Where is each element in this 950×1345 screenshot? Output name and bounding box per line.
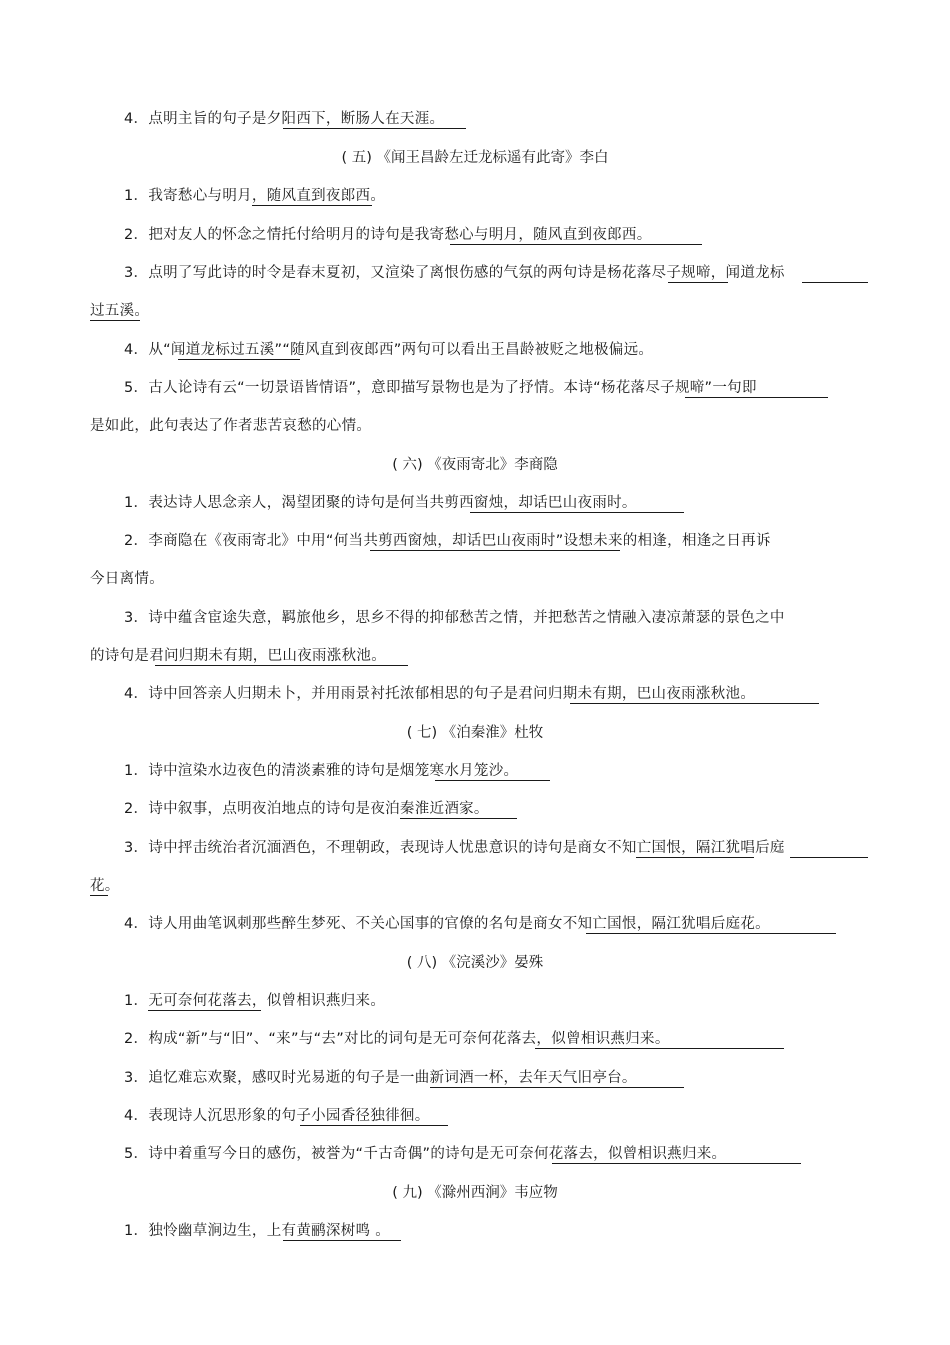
answer-line: 5．古人论诗有云“一切景语皆情语”，意即描写景物也是为了抒情。本诗“杨花落尽子规啼”一句即 <box>124 380 757 396</box>
blank-underline <box>370 550 620 551</box>
answer-line: 3．诗中蕴含宦途失意，羁旅他乡，思乡不得的抑郁愁苦之情，并把愁苦之情融入凄凉萧瑟的景色之中 <box>124 610 785 626</box>
answer-line-continuation: 今日离情。 <box>90 571 164 587</box>
blank-underline <box>552 1163 801 1164</box>
blank-underline <box>790 857 868 858</box>
blank-underline <box>636 857 754 858</box>
answer-line: 3．诗中抨击统治者沉湎酒色，不理朝政，表现诗人忧患意识的诗句是商女不知亡国恨，隔江犹唱后庭 <box>124 840 785 856</box>
blank-underline <box>148 1010 261 1011</box>
blank-underline <box>300 1125 448 1126</box>
blank-underline <box>283 128 466 129</box>
blank-underline <box>178 359 300 360</box>
blank-underline <box>802 282 868 283</box>
answer-line-continuation: 是如此，此句表达了作者悲苦哀愁的心情。 <box>90 418 372 434</box>
answer-line: 4．从“闻道龙标过五溪”“随风直到夜郎西”两句可以看出王昌龄被贬之地极偏远。 <box>124 342 654 358</box>
section-heading: ( 五) 《闻王昌龄左迁龙标遥有此寄》李白 <box>341 150 609 166</box>
answer-line: 3．点明了写此诗的时令是春末夏初，又渲染了离恨伤感的气氛的两句诗是杨花落尽子规啼，闻道龙标 <box>124 265 785 281</box>
answer-line: 4．表现诗人沉思形象的句子小园香径独徘徊。 <box>124 1108 430 1124</box>
blank-underline <box>685 397 828 398</box>
answer-line: 2．把对友人的怀念之情托付给明月的诗句是我寄愁心与明月，随风直到夜郎西。 <box>124 227 652 243</box>
blank-underline <box>535 1048 784 1049</box>
answer-line: 2．诗中叙事，点明夜泊地点的诗句是夜泊秦淮近酒家。 <box>124 801 489 817</box>
answer-line: 2．构成“新”与“旧”、“来”与“去”对比的词句是无可奈何花落去，似曾相识燕归来。 <box>124 1031 670 1047</box>
blank-underline <box>283 1240 401 1241</box>
blank-underline <box>586 933 836 934</box>
answer-line: 4．诗中回答亲人归期未卜，并用雨景衬托浓郁相思的句子是君问归期未有期，巴山夜雨涨秋池。 <box>124 686 756 702</box>
blank-underline <box>90 320 140 321</box>
answer-line-continuation: 的诗句是君问归期未有期，巴山夜雨涨秋池。 <box>90 648 386 664</box>
answer-line: 4．点明主旨的句子是夕阳西下，断肠人在天涯。 <box>124 111 445 127</box>
blank-underline <box>435 780 550 781</box>
answer-line: 1．表达诗人思念亲人，渴望团聚的诗句是何当共剪西窗烛，却话巴山夜雨时。 <box>124 495 637 511</box>
answer-line: 1．独怜幽草涧边生，上有黄鹂深树鸣 。 <box>124 1223 391 1239</box>
blank-underline <box>570 703 819 704</box>
blank-underline <box>430 1087 684 1088</box>
answer-line: 5．诗中着重写今日的感伤，被誉为“千古奇偶”的诗句是无可奈何花落去，似曾相识燕归来。 <box>124 1146 727 1162</box>
blank-underline <box>155 665 408 666</box>
section-heading: ( 九) 《滁州西涧》韦应物 <box>392 1185 558 1201</box>
blank-underline <box>450 244 702 245</box>
answer-line-continuation: 过五溪。 <box>90 303 150 319</box>
answer-line: 1．无可奈何花落去，似曾相识燕归来。 <box>124 993 386 1009</box>
answer-line: 4．诗人用曲笔讽刺那些醉生梦死、不关心国事的官僚的名句是商女不知亡国恨，隔江犹唱后庭花。 <box>124 916 770 932</box>
blank-underline <box>252 205 372 206</box>
section-heading: ( 八) 《浣溪沙》晏殊 <box>406 955 544 971</box>
blank-underline <box>470 512 684 513</box>
section-heading: ( 七) 《泊秦淮》杜牧 <box>406 725 544 741</box>
answer-line: 1．我寄愁心与明月，随风直到夜郎西。 <box>124 188 386 204</box>
answer-line: 1．诗中渲染水边夜色的清淡素雅的诗句是烟笼寒水月笼沙。 <box>124 763 519 779</box>
answer-line: 3．追忆难忘欢聚，感叹时光易逝的句子是一曲新词酒一杯，去年天气旧亭台。 <box>124 1070 637 1086</box>
answer-line-continuation: 花。 <box>90 878 120 894</box>
blank-underline <box>668 282 728 283</box>
section-heading: ( 六) 《夜雨寄北》李商隐 <box>392 457 558 473</box>
blank-underline <box>400 818 517 819</box>
blank-underline <box>90 895 108 896</box>
answer-line: 2．李商隐在《夜雨寄北》中用“何当共剪西窗烛，却话巴山夜雨时”设想未来的相逢，相逢之日再诉 <box>124 533 771 549</box>
